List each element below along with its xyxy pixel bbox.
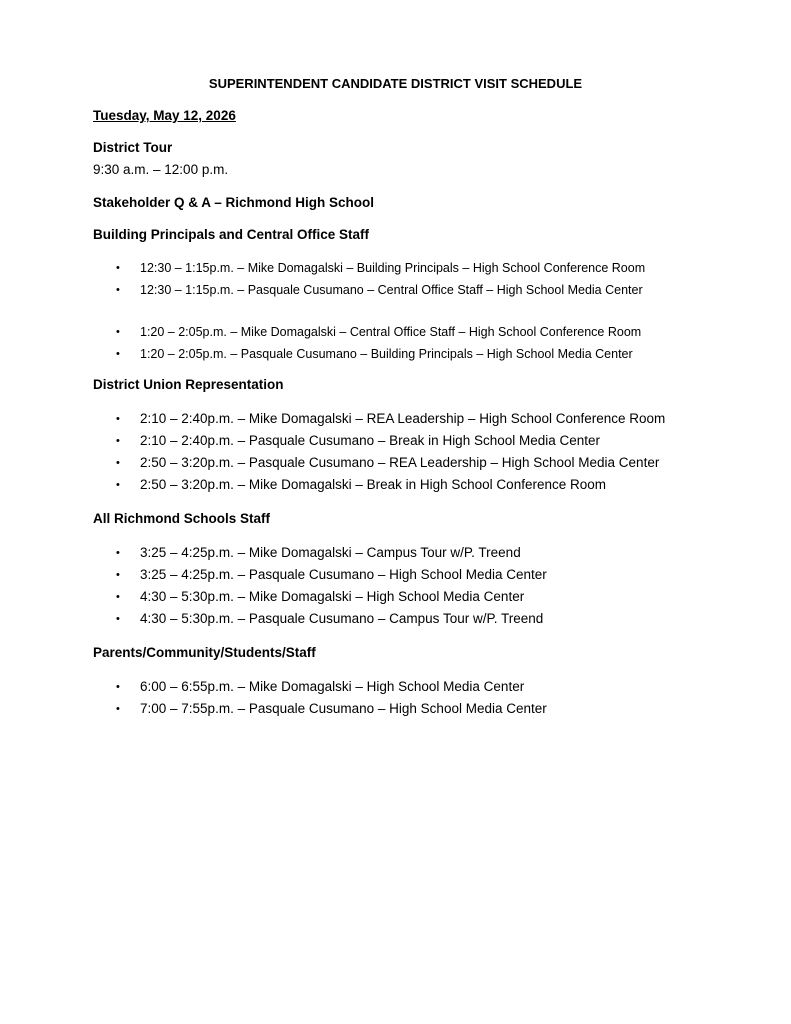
list-item-text: 1:20 – 2:05p.m. – Mike Domagalski – Central Office Staff – High School Conference Room <box>140 325 642 339</box>
staff-heading: All Richmond Schools Staff <box>93 511 271 526</box>
bullet-icon: • <box>116 681 120 693</box>
list-item-text: 12:30 – 1:15p.m. – Pasquale Cusumano – Central Office Staff – High School Media Center <box>140 283 643 297</box>
list-item <box>93 321 773 343</box>
bullet-icon: • <box>116 262 120 274</box>
bullet-icon: • <box>116 591 120 603</box>
bullet-icon: • <box>116 348 120 360</box>
bullet-icon: • <box>116 569 120 581</box>
list-item <box>93 542 773 564</box>
bullet-icon: • <box>116 435 120 447</box>
list-item <box>93 564 773 586</box>
list-item-text: 2:50 – 3:20p.m. – Pasquale Cusumano – REA Leadership – High School Media Center <box>140 455 660 470</box>
list-item-text: 4:30 – 5:30p.m. – Pasquale Cusumano – Campus Tour w/P. Treend <box>140 611 544 626</box>
bullet-icon: • <box>116 547 120 559</box>
principals-heading: Building Principals and Central Office Staff <box>93 227 370 242</box>
list-item <box>93 257 773 279</box>
list-item-text: 6:00 – 6:55p.m. – Mike Domagalski – High School Media Center <box>140 679 525 694</box>
community-heading: Parents/Community/Students/Staff <box>93 645 316 660</box>
district-tour-heading: District Tour <box>93 140 173 155</box>
page-title: SUPERINTENDENT CANDIDATE DISTRICT VISIT SCHEDULE <box>208 76 583 91</box>
list-item <box>93 343 773 365</box>
list-item <box>93 430 773 452</box>
list-item-text: 12:30 – 1:15p.m. – Mike Domagalski – Building Principals – High School Conference Room <box>140 261 646 275</box>
union-heading: District Union Representation <box>93 377 284 392</box>
staff-list <box>93 542 773 630</box>
bullet-icon: • <box>116 479 120 491</box>
bullet-icon: • <box>116 613 120 625</box>
district-tour-time: 9:30 a.m. – 12:00 p.m. <box>93 162 229 177</box>
bullet-icon: • <box>116 413 120 425</box>
list-item <box>93 676 773 698</box>
list-item <box>93 474 773 496</box>
principals-list-b <box>93 321 773 365</box>
stakeholder-heading: Stakeholder Q & A – Richmond High School <box>93 195 375 210</box>
list-item <box>93 452 773 474</box>
list-item-text: 2:50 – 3:20p.m. – Mike Domagalski – Break in High School Conference Room <box>140 477 606 492</box>
list-item-text: 7:00 – 7:55p.m. – Pasquale Cusumano – High School Media Center <box>140 701 547 716</box>
visit-date: Tuesday, May 12, 2026 <box>93 108 236 123</box>
union-list <box>93 408 773 496</box>
bullet-icon: • <box>116 284 120 296</box>
list-item <box>93 586 773 608</box>
principals-list-a <box>93 257 773 301</box>
list-item <box>93 608 773 630</box>
list-item-text: 3:25 – 4:25p.m. – Mike Domagalski – Campus Tour w/P. Treend <box>140 545 521 560</box>
list-item-text: 2:10 – 2:40p.m. – Mike Domagalski – REA Leadership – High School Conference Room <box>140 411 666 426</box>
list-item-text: 3:25 – 4:25p.m. – Pasquale Cusumano – High School Media Center <box>140 567 547 582</box>
bullet-icon: • <box>116 703 120 715</box>
community-list <box>93 676 773 720</box>
bullet-icon: • <box>116 326 120 338</box>
bullet-icon: • <box>116 457 120 469</box>
list-item-text: 2:10 – 2:40p.m. – Pasquale Cusumano – Break in High School Media Center <box>140 433 601 448</box>
list-item-text: 4:30 – 5:30p.m. – Mike Domagalski – High School Media Center <box>140 589 525 604</box>
list-item-text: 1:20 – 2:05p.m. – Pasquale Cusumano – Building Principals – High School Media Center <box>140 347 633 361</box>
list-item <box>93 279 773 301</box>
list-item <box>93 698 773 720</box>
list-item <box>93 408 773 430</box>
